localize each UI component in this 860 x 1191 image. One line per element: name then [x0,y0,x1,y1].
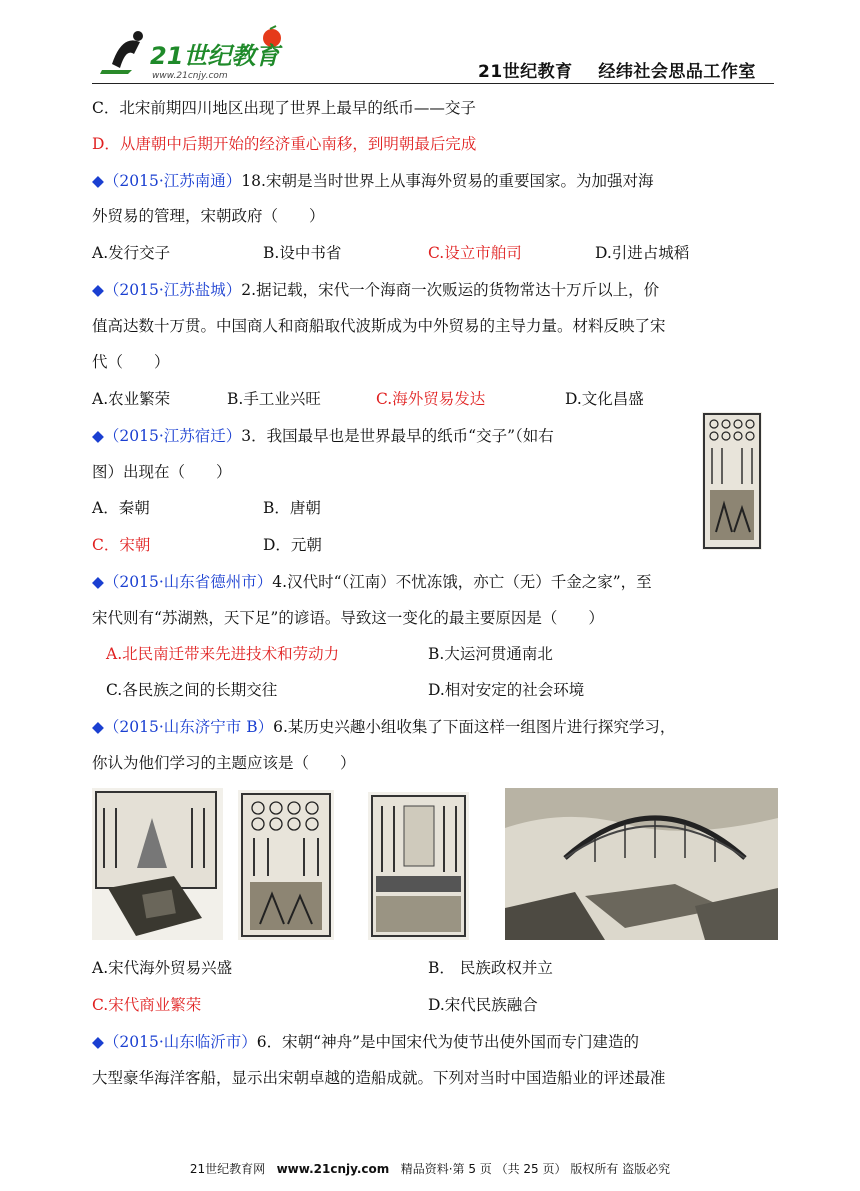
question-2-cont: 值高达数十万贯。中国商人和商船取代波斯成为中外贸易的主导力量。材料反映了宋 [92,317,666,335]
question-2 [92,279,659,301]
question-4 [92,571,652,593]
question-6-jining [92,716,675,738]
option-d: D．元朝 [263,536,322,554]
question-4-cont: 宋代则有“苏湖熟，天下足”的谚语。导致这一变化的最主要原因是（ ） [92,609,604,627]
question-source: （2015·山东济宁市 B） [103,718,274,736]
header-divider [92,83,774,84]
question-3 [92,425,554,447]
question-source: （2015·山东省德州市） [103,573,273,591]
option-d: D.文化昌盛 [565,390,644,408]
question-3-cont: 图）出现在（ ） [92,463,232,481]
option-a: A.宋代海外贸易兴盛 [92,959,233,977]
option-b: B.设中书省 [263,244,342,262]
diamond-icon: ◆ [92,573,104,591]
question-6-linyi-cont: 大型豪华海洋客船，显示出宋朝卓越的造船成就。下列对当时中国造船业的评述最准 [92,1069,666,1087]
question-text: 2.据记载，宋代一个海商一次贩运的货物常达十万斤以上，价 [241,281,660,299]
answer-line-d: D．从唐朝中后期开始的经济重心南移，到明朝最后完成 [92,135,477,153]
footer-site: 21世纪教育网 [189,1162,266,1176]
question-source: （2015·山东临沂市） [103,1033,257,1051]
question-source: （2015·江苏盐城） [103,281,242,299]
diamond-icon: ◆ [92,1033,104,1051]
question-6-linyi [92,1031,639,1053]
question-18 [92,170,653,192]
option-d: D.引进占城稻 [595,244,690,262]
option-b: B.手工业兴旺 [227,390,321,408]
header-title [478,57,756,82]
option-d: D.宋代民族融合 [428,996,538,1014]
diamond-icon: ◆ [92,718,104,736]
question-text: 4.汉代时“（江南）不忧冻饿，亦亡（无）千金之家”，至 [272,573,652,591]
question-text: 6.某历史兴趣小组收集了下面这样一组图片进行探究学习， [273,718,676,736]
question-text: 3．我国最早也是世界最早的纸币“交子”（如右 [241,427,554,445]
qingming-painting-image [505,788,778,940]
footer-info: 精品资料·第 5 页 （共 25 页） 版权所有 盗版必究 [400,1162,671,1176]
huizi-note-image [368,792,469,940]
option-a: A.发行交子 [92,244,171,262]
question-6-jining-cont: 你认为他们学习的主题应该是（ ） [92,754,356,772]
question-text: 6．宋朝“神舟”是中国宋代为使节出使外国而专门建造的 [256,1033,640,1051]
option-a: A.北民南迁带来先进技术和劳动力 [106,645,340,663]
question-source: （2015·江苏南通） [103,172,242,190]
question-text: 18.宋朝是当时世界上从事海外贸易的重要国家。为加强对海 [241,172,654,190]
header-title-left: 21世纪教育 [478,62,573,82]
question-18-cont: 外贸易的管理，宋朝政府（ ） [92,207,325,225]
jiaozi-note-image [238,790,334,940]
jiaozi-image [702,412,762,550]
page-footer [0,1160,860,1177]
jiaozi-printing-plate-image [92,788,223,940]
option-b: B．唐朝 [263,499,321,517]
diamond-icon: ◆ [92,172,104,190]
option-c: C.海外贸易发达 [376,390,486,408]
svg-text:21世纪教育: 21世纪教育 [150,42,280,70]
option-c: C.设立市舶司 [428,244,522,262]
answer-line-c: C．北宋前期四川地区出现了世界上最早的纸币——交子 [92,99,476,117]
option-c: C．宋朝 [92,536,151,554]
header-title-right: 经纬社会思品工作室 [598,62,756,82]
diamond-icon: ◆ [92,281,104,299]
option-d: D.相对安定的社会环境 [428,681,585,699]
question-2-cont2: 代（ ） [92,353,170,371]
svg-text:www.21cnjy.com: www.21cnjy.com [152,71,228,81]
option-c: C.宋代商业繁荣 [92,996,202,1014]
option-c: C.各民族之间的长期交往 [106,681,278,699]
question-source: （2015·江苏宿迁） [103,427,242,445]
option-a: A.农业繁荣 [92,390,171,408]
logo [92,24,288,82]
footer-url[interactable]: www.21cnjy.com [276,1162,390,1176]
option-b: B.大运河贯通南北 [428,645,553,663]
option-b: B． 民族政权并立 [428,959,553,977]
diamond-icon: ◆ [92,427,104,445]
option-a: A．秦朝 [92,499,150,517]
